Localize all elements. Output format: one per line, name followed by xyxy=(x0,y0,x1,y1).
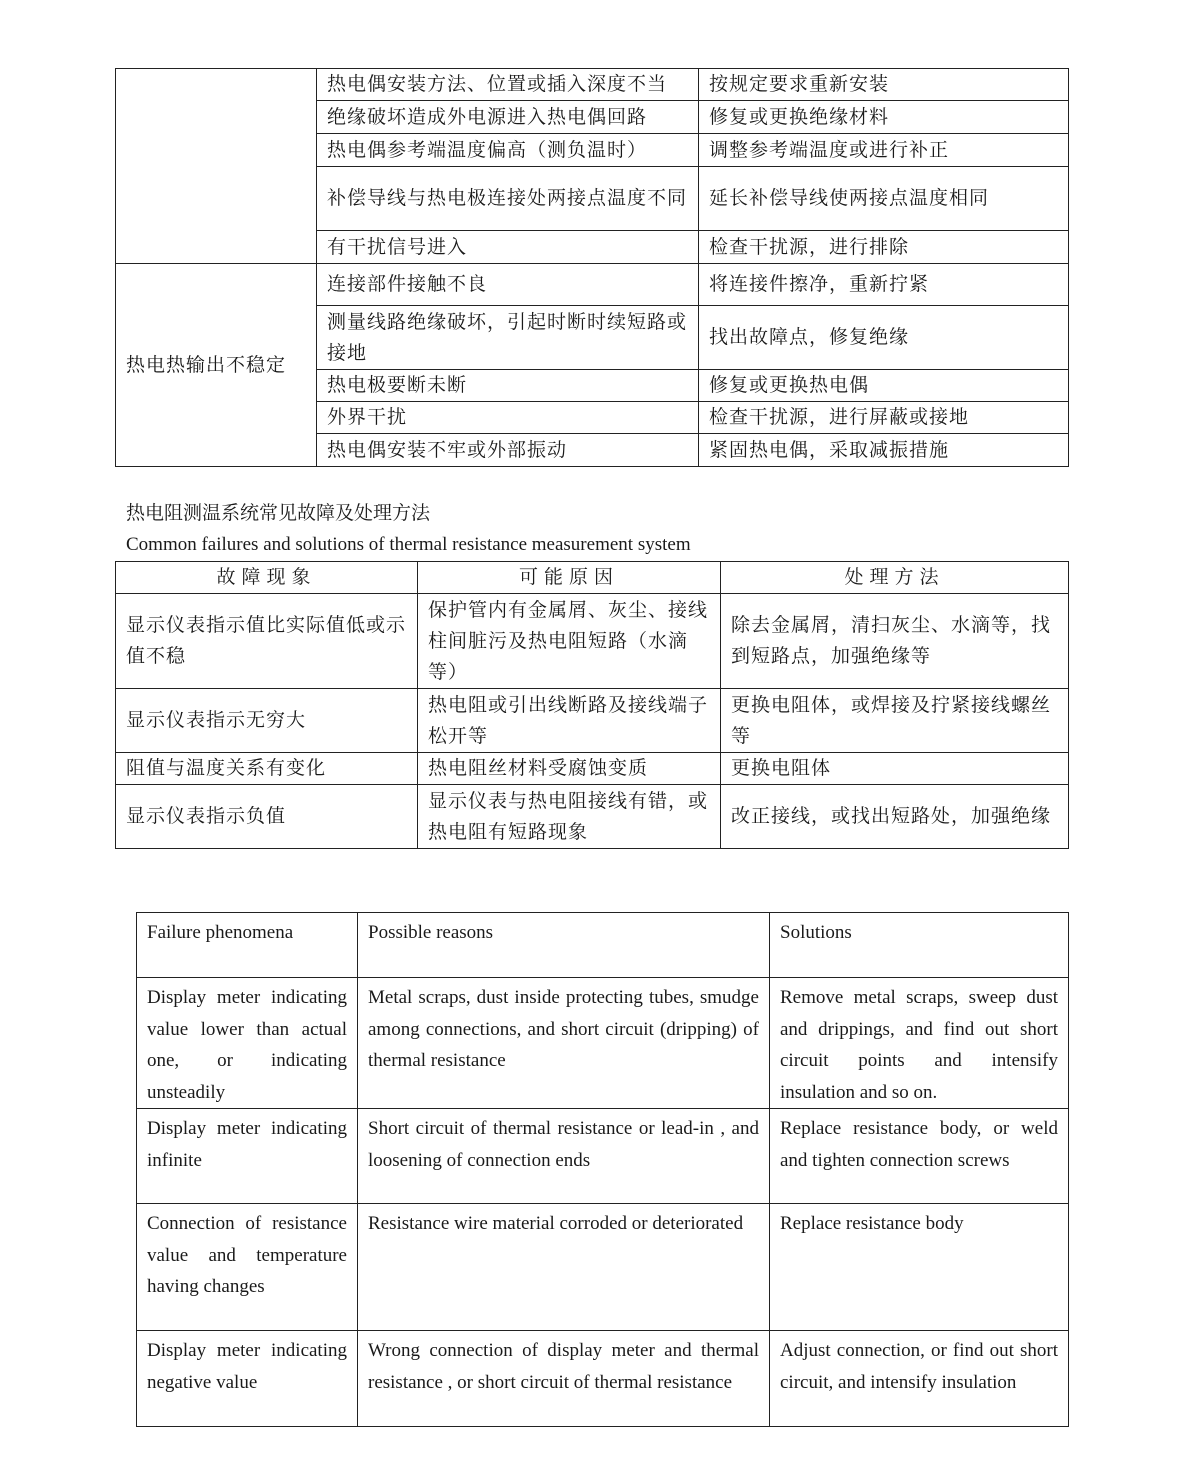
phenomenon-cell: 显示仪表指示值比实际值低或示值不稳 xyxy=(116,594,418,689)
thermal-resistance-fault-table-zh xyxy=(115,561,1069,849)
phenomenon-cell: Display meter indicating negative value xyxy=(137,1331,358,1427)
phenomenon-cell: Display meter indicating value lower than actual one, or indicating unsteadily xyxy=(137,978,358,1109)
table-row xyxy=(116,785,1069,849)
solution-cell: 按规定要求重新安装 xyxy=(699,69,1069,101)
phenomenon-cell xyxy=(116,69,317,264)
solution-cell: 紧固热电偶，采取减振措施 xyxy=(699,434,1069,467)
header-solution: 处理方法 xyxy=(721,562,1069,594)
solution-cell: 更换电阻体 xyxy=(721,753,1069,785)
solution-cell: 找出故障点，修复绝缘 xyxy=(699,306,1069,370)
reason-cell: Short circuit of thermal resistance or lead-in , and loosening of connection ends xyxy=(358,1109,770,1204)
reason-cell: Resistance wire material corroded or deteriorated xyxy=(358,1204,770,1331)
phenomenon-cell: Connection of resistance value and temperature having changes xyxy=(137,1204,358,1331)
solution-cell: 除去金属屑，清扫灰尘、水滴等，找到短路点，加强绝缘等 xyxy=(721,594,1069,689)
reason-cell: 补偿导线与热电极连接处两接点温度不同 xyxy=(317,167,699,231)
reason-cell: 热电偶安装不牢或外部振动 xyxy=(317,434,699,467)
solution-cell: 延长补偿导线使两接点温度相同 xyxy=(699,167,1069,231)
thermocouple-fault-table xyxy=(115,68,1069,467)
table-row xyxy=(137,1331,1069,1427)
phenomenon-cell: Display meter indicating infinite xyxy=(137,1109,358,1204)
solution-cell: 修复或更换绝缘材料 xyxy=(699,101,1069,134)
reason-cell: 连接部件接触不良 xyxy=(317,264,699,306)
solution-cell: Replace resistance body xyxy=(770,1204,1069,1331)
phenomenon-cell: 热电热输出不稳定 xyxy=(116,264,317,467)
solution-cell: 检查干扰源，进行排除 xyxy=(699,231,1069,264)
reason-cell: 热电阻丝材料受腐蚀变质 xyxy=(418,753,721,785)
reason-cell: 热电极要断未断 xyxy=(317,370,699,402)
section-title-en: Common failures and solutions of thermal resistance measurement system xyxy=(126,534,691,555)
header-solution: Solutions xyxy=(770,913,1069,978)
reason-cell: 显示仪表与热电阻接线有错，或热电阻有短路现象 xyxy=(418,785,721,849)
header-reason: Possible reasons xyxy=(358,913,770,978)
solution-cell: 将连接件擦净，重新拧紧 xyxy=(699,264,1069,306)
table-row xyxy=(116,753,1069,785)
phenomenon-cell: 显示仪表指示负值 xyxy=(116,785,418,849)
header-reason: 可能原因 xyxy=(418,562,721,594)
reason-cell: 绝缘破坏造成外电源进入热电偶回路 xyxy=(317,101,699,134)
phenomenon-cell: 阻值与温度关系有变化 xyxy=(116,753,418,785)
solution-cell: 修复或更换热电偶 xyxy=(699,370,1069,402)
header-phenomenon: Failure phenomena xyxy=(137,913,358,978)
reason-cell: 测量线路绝缘破坏，引起时断时续短路或接地 xyxy=(317,306,699,370)
table-row xyxy=(116,264,1069,306)
reason-cell: Metal scraps, dust inside protecting tubes, smudge among connections, and short circuit (dripping) of thermal resistance xyxy=(358,978,770,1109)
reason-cell: 外界干扰 xyxy=(317,402,699,434)
table-row xyxy=(116,69,1069,101)
header-phenomenon: 故障现象 xyxy=(116,562,418,594)
section-title-zh: 热电阻测温系统常见故障及处理方法 xyxy=(126,502,431,524)
table-row xyxy=(137,1109,1069,1204)
table-row xyxy=(116,594,1069,689)
reason-cell: Wrong connection of display meter and thermal resistance , or short circuit of thermal resistance xyxy=(358,1331,770,1427)
phenomenon-cell: 显示仪表指示无穷大 xyxy=(116,689,418,753)
table-header-row xyxy=(116,562,1069,594)
table-row xyxy=(137,978,1069,1109)
reason-cell: 保护管内有金属屑、灰尘、接线柱间脏污及热电阻短路（水滴等） xyxy=(418,594,721,689)
solution-cell: 改正接线，或找出短路处，加强绝缘 xyxy=(721,785,1069,849)
table-row xyxy=(137,1204,1069,1331)
reason-cell: 热电偶安装方法、位置或插入深度不当 xyxy=(317,69,699,101)
solution-cell: Adjust connection, or find out short circuit, and intensify insulation xyxy=(770,1331,1069,1427)
table-header-row xyxy=(137,913,1069,978)
reason-cell: 有干扰信号进入 xyxy=(317,231,699,264)
solution-cell: Remove metal scraps, sweep dust and drippings, and find out short circuit points and intensify insulation and so on. xyxy=(770,978,1069,1109)
solution-cell: Replace resistance body, or weld and tighten connection screws xyxy=(770,1109,1069,1204)
thermal-resistance-fault-table-en xyxy=(136,912,1069,1427)
solution-cell: 检查干扰源，进行屏蔽或接地 xyxy=(699,402,1069,434)
solution-cell: 调整参考端温度或进行补正 xyxy=(699,134,1069,167)
reason-cell: 热电偶参考端温度偏高（测负温时） xyxy=(317,134,699,167)
reason-cell: 热电阻或引出线断路及接线端子松开等 xyxy=(418,689,721,753)
table-row xyxy=(116,689,1069,753)
solution-cell: 更换电阻体，或焊接及拧紧接线螺丝等 xyxy=(721,689,1069,753)
